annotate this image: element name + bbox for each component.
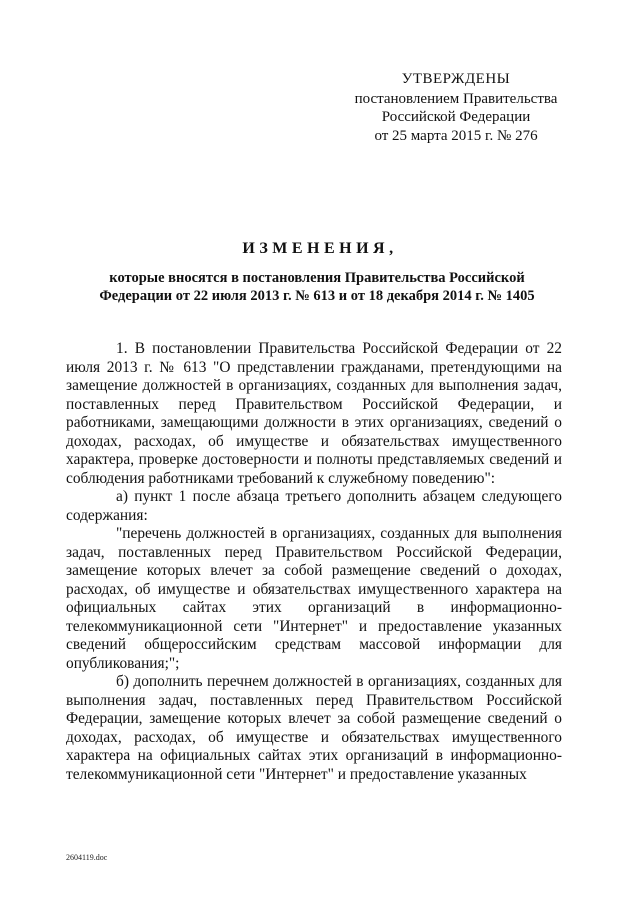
approval-heading: УТВЕРЖДЕНЫ — [401, 71, 511, 87]
approval-line-2: Российской Федерации — [381, 109, 531, 125]
file-name-footer: 2604119.doc — [66, 853, 108, 862]
paragraph-2: а) пункт 1 после абзаца третьего дополнить абзацем следующего содержания: — [66, 488, 562, 524]
approval-line-3: от 25 марта 2015 г. № 276 — [374, 127, 538, 144]
document-body — [66, 340, 562, 784]
paragraph-1: 1. В постановлении Правительства Российской Федерации от 22 июля 2013 г. № 613 "О представлении гражданами, претендующими на замещение должностей в организациях, созданных для выполнения задач, поставленных перед Правительством Российской Федерации, и работниками, замещающими должности в этих организациях, сведений о доходах, расходах, об имуществе и обязательствах имущественного характера, проверке достоверности и полноты представляемых сведений и соблюдения работниками требований к служебному поведению": — [66, 340, 562, 487]
approval-line-1: постановлением Правительства — [354, 90, 558, 107]
paragraph-3: "перечень должностей в организациях, созданных для выполнения задач, поставленных перед Правительством Российской Федерации, замещение которых влечет за собой размещение сведений о доходах, расходах, об имуществе и обязательствах имущественного характера на официальных сайтах этих организаций в информационно-телекоммуникационной сети "Интернет" и предоставление указанных сведений общероссийским средствам массовой информации для опубликования;"; — [66, 525, 562, 672]
approval-block — [310, 70, 602, 145]
document-subtitle: которые вносятся в постановления Правительства Российской Федерации от 22 июля 2013 г. № 613 и от 18 декабря 2014 г. № 1405 — [99, 270, 535, 304]
document-title: ИЗМЕНЕНИЯ, — [242, 240, 398, 257]
paragraph-4: б) дополнить перечнем должностей в организациях, созданных для выполнения задач, поставленных перед Правительством Российской Федерации, замещение которых влечет за собой размещение сведений о доходах, расходах, об имуществе и обязательствах имущественного характера на официальных сайтах этих организаций в информационно-телекоммуникационной сети "Интернет" и предоставление указанных — [66, 673, 562, 783]
